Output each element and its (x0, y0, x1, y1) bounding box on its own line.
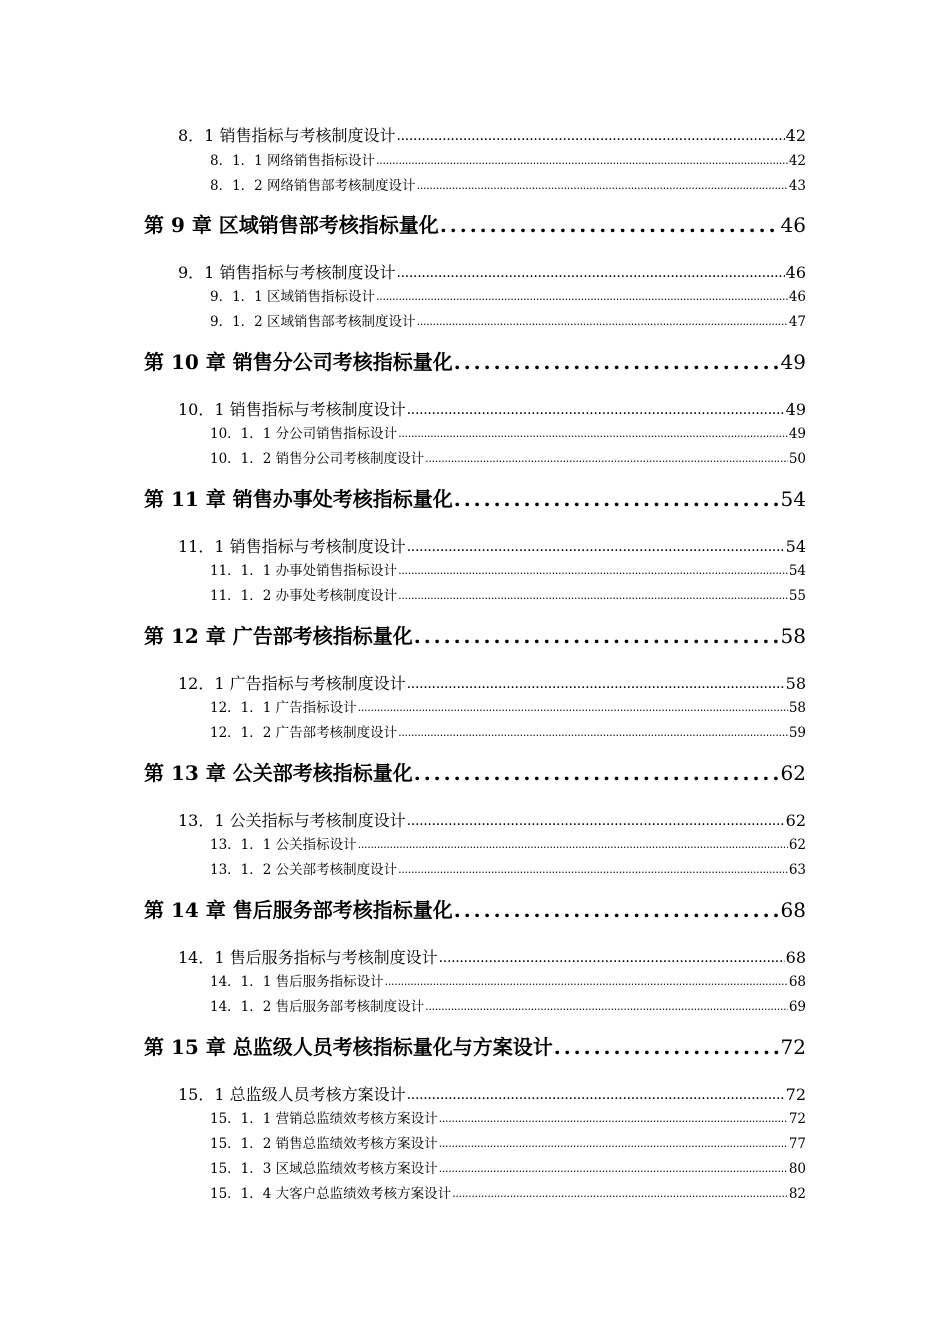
toc-entry-title: 12．1．2 广告部考核制度设计 (210, 725, 398, 741)
toc-dot-leader (407, 537, 785, 557)
toc-page-number: 58 (788, 700, 806, 716)
toc-entry[interactable] (210, 1135, 806, 1153)
toc-entry-title: 14．1 售后服务指标与考核制度设计 (178, 948, 438, 967)
toc-entry-title: 15．1．1 营销总监绩效考核方案设计 (210, 1111, 438, 1127)
toc-entry-title: 9．1 销售指标与考核制度设计 (178, 263, 396, 282)
toc-page-number: 49 (788, 426, 806, 442)
toc-entry[interactable] (178, 126, 806, 146)
toc-entry-title: 8．1．1 网络销售指标设计 (210, 153, 376, 169)
toc-dot-leader (414, 623, 780, 649)
toc-dot-leader (396, 126, 784, 146)
toc-entry-title: 10．1．2 销售分公司考核制度设计 (210, 451, 425, 467)
toc-entry-title: 12．1 广告指标与考核制度设计 (178, 674, 406, 693)
toc-entry[interactable] (178, 811, 806, 831)
toc-page-number: 72 (788, 1111, 806, 1127)
toc-entry-title: 15．1．3 区域总监绩效考核方案设计 (210, 1161, 438, 1177)
toc-page-number: 59 (788, 725, 806, 741)
toc-entry[interactable] (210, 450, 806, 468)
toc-chapter-entry[interactable] (144, 760, 806, 786)
toc-entry[interactable] (210, 587, 806, 605)
toc-page-number: 72 (780, 1035, 806, 1059)
toc-page-number: 42 (788, 153, 806, 169)
toc-page-number: 55 (788, 588, 806, 604)
toc-dot-leader (358, 699, 788, 717)
toc-dot-leader (398, 562, 788, 580)
toc-page-number: 46 (780, 213, 806, 237)
toc-dot-leader (385, 973, 788, 991)
toc-entry-title: 15．1 总监级人员考核方案设计 (178, 1085, 406, 1104)
toc-entry[interactable] (178, 537, 806, 557)
toc-dot-leader (454, 486, 780, 512)
toc-page-number: 42 (785, 126, 806, 145)
toc-entry[interactable] (178, 674, 806, 694)
toc-dot-leader (454, 349, 780, 375)
toc-dot-leader (414, 760, 780, 786)
toc-chapter-entry[interactable] (144, 1034, 806, 1060)
toc-page-number: 58 (780, 624, 806, 648)
toc-dot-leader (440, 212, 780, 238)
toc-entry-title: 15．1．2 销售总监绩效考核方案设计 (210, 1136, 438, 1152)
toc-entry-title: 8．1 销售指标与考核制度设计 (178, 126, 396, 145)
toc-entry-title: 15．1．4 大客户总监绩效考核方案设计 (210, 1186, 452, 1202)
toc-entry-title: 11．1．2 办事处考核制度设计 (210, 588, 398, 604)
toc-page-number: 49 (785, 400, 806, 419)
toc-entry-title: 10．1．1 分公司销售指标设计 (210, 426, 398, 442)
toc-entry[interactable] (210, 562, 806, 580)
toc-entry-title: 13．1．1 公关指标设计 (210, 837, 357, 853)
toc-entry[interactable] (210, 836, 806, 854)
toc-page-number: 46 (788, 289, 806, 305)
toc-entry[interactable] (210, 425, 806, 443)
toc-page-number: 69 (788, 999, 806, 1015)
toc-entry-title: 11．1 销售指标与考核制度设计 (178, 537, 406, 556)
toc-page-number: 62 (780, 761, 806, 785)
toc-entry-title: 第 10 章 销售分公司考核指标量化 (144, 350, 453, 374)
toc-entry[interactable] (210, 177, 806, 195)
toc-dot-leader (407, 674, 785, 694)
toc-dot-leader (407, 1085, 785, 1105)
toc-entry-title: 12．1．1 广告指标设计 (210, 700, 357, 716)
toc-chapter-entry[interactable] (144, 349, 806, 375)
toc-entry-title: 14．1．1 售后服务指标设计 (210, 974, 384, 990)
toc-entry[interactable] (210, 1160, 806, 1178)
toc-entry[interactable] (210, 861, 806, 879)
toc-dot-leader (376, 288, 788, 306)
toc-dot-leader (376, 152, 788, 170)
toc-entry-title: 9．1．2 区域销售部考核制度设计 (210, 314, 416, 330)
toc-chapter-entry[interactable] (144, 623, 806, 649)
toc-entry[interactable] (210, 1110, 806, 1128)
toc-entry-title: 第 15 章 总监级人员考核指标量化与方案设计 (144, 1035, 553, 1059)
toc-entry[interactable] (210, 724, 806, 742)
toc-page-number: 54 (788, 563, 806, 579)
toc-dot-leader (396, 263, 784, 283)
toc-entry-title: 13．1 公关指标与考核制度设计 (178, 811, 406, 830)
toc-entry[interactable] (178, 948, 806, 968)
toc-entry-title: 10．1 销售指标与考核制度设计 (178, 400, 406, 419)
toc-entry[interactable] (178, 1085, 806, 1105)
toc-dot-leader (554, 1034, 780, 1060)
toc-entry[interactable] (210, 998, 806, 1016)
toc-entry[interactable] (210, 973, 806, 991)
toc-dot-leader (407, 400, 785, 420)
toc-entry[interactable] (210, 313, 806, 331)
toc-page-number: 77 (788, 1136, 806, 1152)
toc-page-number: 62 (785, 811, 806, 830)
toc-dot-leader (425, 998, 788, 1016)
toc-entry-title: 9．1．1 区域销售指标设计 (210, 289, 376, 305)
toc-page-number: 54 (785, 537, 806, 556)
toc-dot-leader (454, 897, 780, 923)
toc-dot-leader (417, 177, 788, 195)
toc-page-number: 72 (785, 1085, 806, 1104)
toc-dot-leader (398, 425, 788, 443)
toc-entry[interactable] (210, 288, 806, 306)
toc-page-number: 80 (788, 1161, 806, 1177)
toc-page-number: 47 (788, 314, 806, 330)
toc-entry-title: 第 14 章 售后服务部考核指标量化 (144, 898, 453, 922)
toc-entry-title: 14．1．2 售后服务部考核制度设计 (210, 999, 425, 1015)
toc-page-number: 58 (785, 674, 806, 693)
toc-dot-leader (358, 836, 788, 854)
toc-chapter-entry[interactable] (144, 486, 806, 512)
toc-dot-leader (398, 861, 788, 879)
toc-entry-title: 13．1．2 公关部考核制度设计 (210, 862, 398, 878)
toc-dot-leader (439, 1110, 788, 1128)
toc-dot-leader (417, 313, 788, 331)
toc-page-number: 49 (780, 350, 806, 374)
toc-entry[interactable] (178, 263, 806, 283)
toc-entry-title: 第 12 章 广告部考核指标量化 (144, 624, 413, 648)
toc-page-number: 43 (788, 178, 806, 194)
toc-page-number: 54 (780, 487, 806, 511)
toc-entry[interactable] (210, 152, 806, 170)
toc-dot-leader (439, 1135, 788, 1153)
toc-page-number: 68 (785, 948, 806, 967)
toc-page-number: 68 (780, 898, 806, 922)
toc-dot-leader (398, 587, 788, 605)
toc-page-number: 63 (788, 862, 806, 878)
toc-dot-leader (452, 1185, 788, 1203)
toc-entry-title: 11．1．1 办事处销售指标设计 (210, 563, 398, 579)
toc-dot-leader (439, 948, 785, 968)
toc-dot-leader (407, 811, 785, 831)
toc-dot-leader (425, 450, 788, 468)
toc-page-number: 68 (788, 974, 806, 990)
toc-entry[interactable] (210, 699, 806, 717)
toc-dot-leader (398, 724, 788, 742)
toc-entry-title: 第 13 章 公关部考核指标量化 (144, 761, 413, 785)
toc-entry[interactable] (210, 1185, 806, 1203)
toc-entry-title: 第 11 章 销售办事处考核指标量化 (144, 487, 453, 511)
toc-dot-leader (439, 1160, 788, 1178)
toc-page-number: 82 (788, 1186, 806, 1202)
toc-entry-title: 第 9 章 区域销售部考核指标量化 (144, 213, 439, 237)
toc-page-number: 62 (788, 837, 806, 853)
toc-page-number: 50 (788, 451, 806, 467)
toc-entry-title: 8．1．2 网络销售部考核制度设计 (210, 178, 416, 194)
toc-entry[interactable] (178, 400, 806, 420)
toc-chapter-entry[interactable] (144, 212, 806, 238)
toc-page-number: 46 (785, 263, 806, 282)
toc-chapter-entry[interactable] (144, 897, 806, 923)
